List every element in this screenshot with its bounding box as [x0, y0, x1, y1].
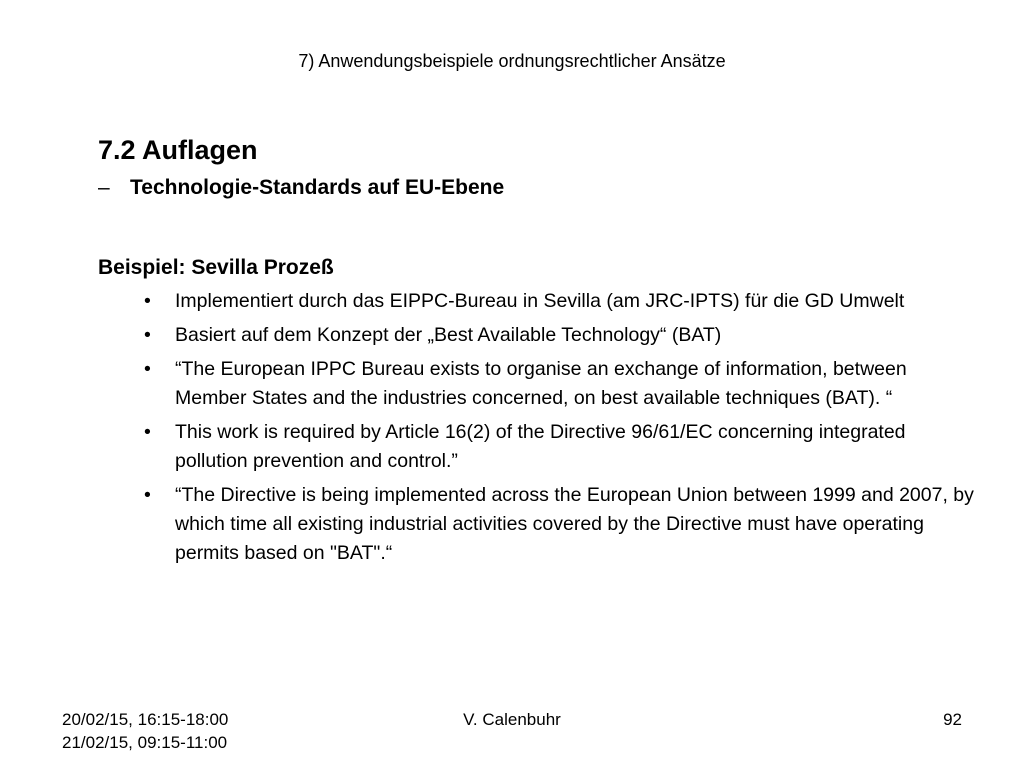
bullet-text: Basiert auf dem Konzept der „Best Available Technology“ (BAT) — [175, 324, 722, 346]
page-number: 92 — [943, 710, 962, 729]
bullet-text: “The European IPPC Bureau exists to organise an exchange of information, between Member States and the industries concerned, on best available techniques (BAT). “ — [175, 358, 907, 409]
bullet-list — [144, 287, 974, 573]
sub-heading-dash: – — [98, 176, 110, 199]
footer-date-line-1: 20/02/15, 16:15-18:00 — [62, 710, 229, 729]
sub-heading-text: Technologie-Standards auf EU-Ebene — [130, 176, 505, 199]
bullet-icon: • — [144, 290, 151, 312]
bullet-icon: • — [144, 484, 151, 506]
list-item — [144, 287, 974, 316]
list-item — [144, 418, 974, 476]
bullet-icon: • — [144, 358, 151, 380]
section-heading: 7.2 Auflagen — [98, 135, 258, 165]
bullet-icon: • — [144, 324, 151, 346]
sub-heading — [98, 173, 504, 203]
bullet-icon: • — [144, 421, 151, 443]
bullet-text: “The Directive is being implemented across the European Union between 1999 and 2007, by which time all existing industrial activities covered by the Directive must have operating permits based on "BAT".“ — [175, 484, 974, 564]
list-item — [144, 321, 974, 350]
list-item — [144, 355, 974, 413]
example-heading: Beispiel: Sevilla Prozeß — [98, 256, 334, 279]
footer-author: V. Calenbuhr — [463, 710, 561, 729]
bullet-text: This work is required by Article 16(2) of the Directive 96/61/EC concerning integrated pollution prevention and control.” — [175, 421, 906, 472]
bullet-text: Implementiert durch das EIPPC-Bureau in Sevilla (am JRC-IPTS) für die GD Umwelt — [175, 290, 905, 312]
slide-title: 7) Anwendungsbeispiele ordnungsrechtlicher Ansätze — [298, 51, 726, 71]
footer-date-line-2: 21/02/15, 09:15-11:00 — [62, 733, 228, 752]
list-item — [144, 481, 974, 568]
